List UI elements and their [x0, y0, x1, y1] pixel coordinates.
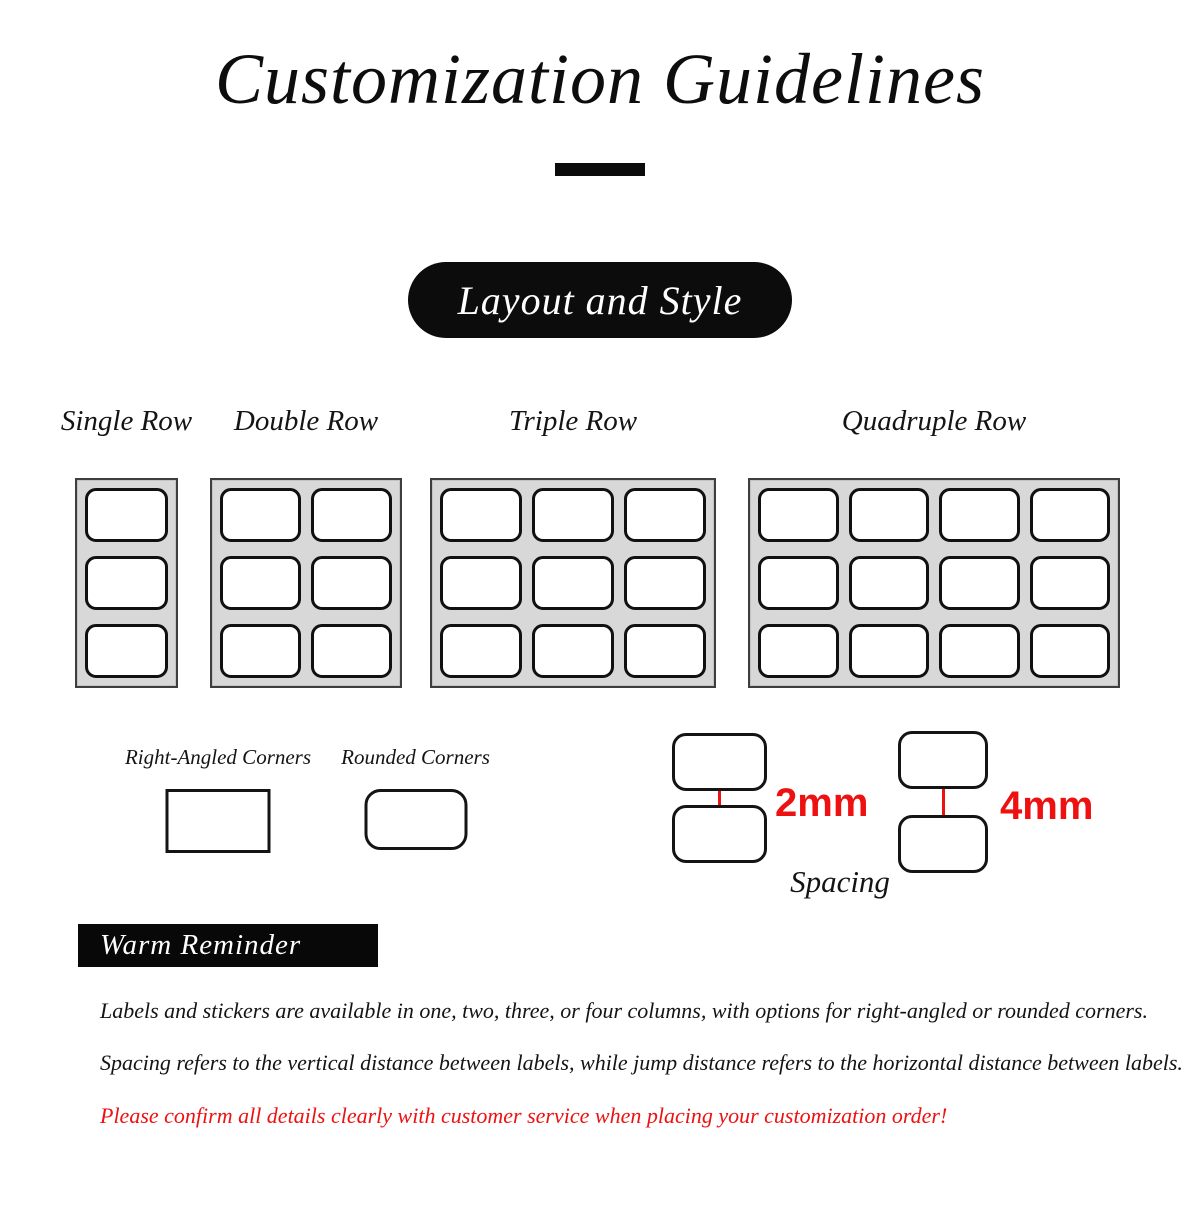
- spacing-value-4mm: 4mm: [1000, 784, 1094, 828]
- label-cell: [624, 624, 706, 678]
- rounded-corner-shape: [364, 789, 467, 850]
- section-pill-layout-style: [408, 262, 792, 338]
- label-cell: [85, 488, 168, 542]
- spacing-demo-4mm: [898, 731, 988, 873]
- title-divider: [555, 163, 645, 176]
- page-title: Customization Guidelines: [214, 39, 985, 119]
- label-cell: [220, 624, 301, 678]
- spacing-demo-2mm: [672, 733, 767, 863]
- spacing-value-2mm: 2mm: [775, 781, 869, 825]
- label-cell: [624, 488, 706, 542]
- label-cell: [532, 488, 614, 542]
- spacing-measure-line: [942, 789, 945, 815]
- corner-label-right-angled: Right-Angled Corners: [124, 745, 312, 769]
- label-cell: [939, 488, 1020, 542]
- spacing-label-box: [672, 733, 767, 791]
- layout-label-double-row: Double Row: [233, 405, 379, 437]
- corner-style-rounded: [343, 745, 488, 860]
- layout-label-quadruple-row: Quadruple Row: [841, 405, 1027, 437]
- label-cell: [311, 488, 392, 542]
- label-sheet-triple-row: [430, 478, 716, 688]
- label-cell: [849, 624, 930, 678]
- spacing-gap-2mm: [672, 791, 767, 805]
- layout-label-single-row: Single Row: [60, 405, 193, 437]
- layout-label-triple-row: Triple Row: [508, 405, 638, 437]
- reminder-line-3: Please confirm all details clearly with customer service when placing your customization order!: [100, 1103, 948, 1128]
- label-cell: [758, 488, 839, 542]
- label-cell: [532, 624, 614, 678]
- spacing-measure-line: [718, 791, 721, 805]
- label-sheet-single-row: [75, 478, 178, 688]
- label-cell: [532, 556, 614, 610]
- label-cell: [758, 556, 839, 610]
- right-angled-corner-shape: [166, 789, 271, 853]
- label-cell: [440, 488, 522, 542]
- label-cell: [311, 556, 392, 610]
- label-cell: [85, 624, 168, 678]
- label-cell: [1030, 624, 1111, 678]
- label-cell: [624, 556, 706, 610]
- label-cell: [939, 624, 1020, 678]
- spacing-label-box: [672, 805, 767, 863]
- label-cell: [440, 624, 522, 678]
- layout-group-quadruple-row: [748, 405, 1120, 695]
- corner-label-rounded: Rounded Corners: [341, 745, 490, 769]
- label-cell: [220, 556, 301, 610]
- label-cell: [849, 556, 930, 610]
- spacing-caption: Spacing: [790, 864, 890, 899]
- layout-group-single-row: [60, 405, 193, 695]
- label-cell: [220, 488, 301, 542]
- label-sheet-double-row: [210, 478, 402, 688]
- section-pill-label: Layout and Style: [457, 277, 743, 323]
- corner-style-right-angled: [124, 745, 312, 860]
- label-cell: [1030, 488, 1111, 542]
- label-cell: [849, 488, 930, 542]
- label-cell: [758, 624, 839, 678]
- label-cell: [939, 556, 1020, 610]
- reminder-line-2: Spacing refers to the vertical distance between labels, while jump distance refers to the horizontal distance between labels.: [100, 1050, 1183, 1075]
- label-cell: [440, 556, 522, 610]
- label-cell: [85, 556, 168, 610]
- label-cell: [1030, 556, 1111, 610]
- layout-group-double-row: [210, 405, 402, 695]
- warm-reminder-banner: [78, 924, 378, 967]
- spacing-label-box: [898, 731, 988, 789]
- spacing-gap-4mm: [898, 789, 988, 815]
- label-sheet-quadruple-row: [748, 478, 1120, 688]
- label-cell: [311, 624, 392, 678]
- warm-reminder-heading: Warm Reminder: [100, 929, 302, 961]
- layout-group-triple-row: [430, 405, 716, 695]
- reminder-line-1: Labels and stickers are available in one, two, three, or four columns, with options for right-angled or rounded corners.: [100, 998, 1148, 1023]
